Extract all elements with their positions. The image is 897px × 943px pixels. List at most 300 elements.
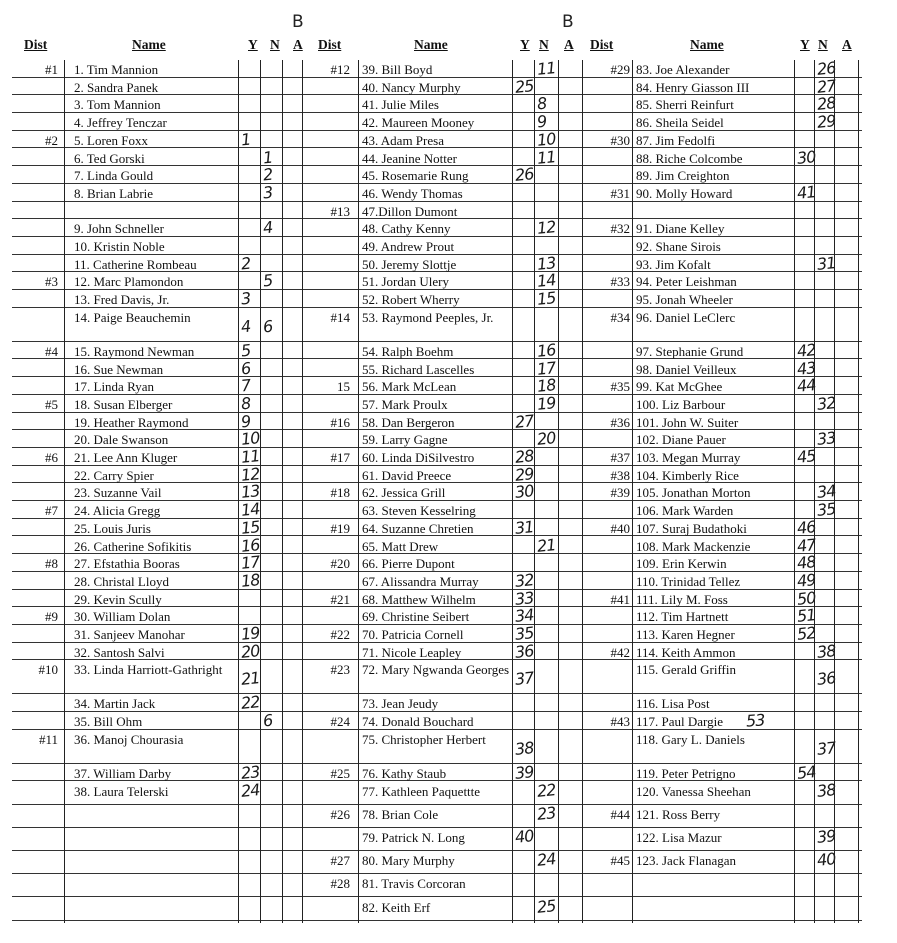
representative-name: 43. Adam Presa — [362, 132, 444, 148]
district-label: #23 — [330, 662, 350, 678]
yes-tally-mark: 54 — [796, 761, 817, 783]
table-row — [12, 75, 862, 97]
representative-name: 46. Wendy Thomas — [362, 185, 463, 201]
district-label: #2 — [45, 132, 58, 148]
representative-name: 27. Efstathia Booras — [74, 556, 180, 572]
no-tally-mark: 37 — [816, 737, 837, 759]
table-row — [12, 895, 862, 921]
table-row — [12, 166, 862, 184]
representative-name: 106. Mark Warden — [636, 503, 734, 519]
table-row — [12, 851, 862, 874]
table-row — [12, 448, 862, 466]
representative-name: 93. Jim Kofalt — [636, 256, 711, 272]
no-tally-mark: 40 — [816, 849, 837, 871]
yes-tally-mark: 34 — [514, 605, 535, 627]
representative-name: 94. Peter Leishman — [636, 274, 737, 290]
grid-line — [282, 60, 283, 923]
yes-tally-mark: 26 — [514, 164, 535, 186]
representative-name: 3. Tom Mannion — [74, 97, 161, 113]
grid-line — [814, 60, 815, 923]
yes-tally-mark: 12 — [240, 463, 261, 485]
representative-name: 73. Jean Jeudy — [362, 696, 439, 712]
district-label: #4 — [45, 343, 58, 359]
yes-header-3: Y — [800, 37, 810, 52]
table-row — [12, 516, 862, 538]
no-tally-mark: 5 — [262, 270, 274, 291]
table-row — [12, 339, 862, 361]
representative-name: 62. Jessica Grill — [362, 485, 446, 501]
representative-name: 85. Sherri Reinfurt — [636, 97, 734, 113]
district-label: #6 — [45, 450, 58, 465]
no-tally-mark: 6 — [262, 316, 274, 337]
yes-tally-mark: 28 — [514, 446, 535, 467]
table-row — [12, 712, 862, 730]
representative-name: 102. Diane Pauer — [636, 432, 726, 448]
table-row — [12, 534, 862, 556]
table-row — [12, 554, 862, 572]
yes-tally-mark: 24 — [240, 779, 261, 801]
representative-name: 89. Jim Creighton — [636, 168, 730, 184]
no-tally-mark: 24 — [536, 849, 557, 871]
representative-name: 10. Kristin Noble — [74, 239, 165, 254]
representative-name: 23. Suzanne Vail — [74, 485, 162, 501]
representative-name: 8. Brian Labrie — [74, 185, 154, 201]
representative-name: 48. Cathy Kenny — [362, 221, 451, 237]
table-row — [12, 181, 862, 203]
district-label: #3 — [45, 274, 58, 290]
table-row — [12, 730, 862, 764]
no-tally-mark: 23 — [536, 802, 557, 824]
representative-name: 97. Stephanie Grund — [636, 343, 744, 359]
no-tally-mark: 14 — [536, 270, 557, 292]
representative-name: 9. John Schneller — [74, 221, 164, 237]
representative-name: 67. Alissandra Murray — [362, 573, 479, 589]
yes-header-2: Y — [520, 37, 530, 52]
yes-tally-mark: 22 — [240, 692, 261, 714]
yes-tally-mark: 25 — [514, 75, 535, 97]
no-tally-mark: 4 — [262, 217, 274, 238]
representative-name: 118. Gary L. Daniels — [636, 731, 745, 747]
absent-header-3: A — [842, 37, 852, 52]
no-tally-mark: 29 — [816, 111, 837, 133]
representative-name: 25. Louis Juris — [74, 520, 151, 536]
yes-tally-mark: 29 — [514, 463, 535, 485]
representative-name: 86. Sheila Seidel — [636, 115, 724, 131]
yes-tally-mark: 50 — [796, 587, 817, 609]
grid-line — [534, 60, 535, 923]
yes-tally-mark: 47 — [796, 534, 817, 556]
district-label: #39 — [610, 485, 630, 501]
district-label: #34 — [610, 309, 630, 325]
yes-tally-mark: 38 — [514, 737, 535, 759]
yes-tally-mark: 43 — [796, 357, 817, 379]
yes-tally-mark: 27 — [514, 410, 535, 432]
representative-name: 35. Bill Ohm — [74, 714, 143, 730]
district-label: #9 — [45, 609, 58, 625]
no-tally-mark: 35 — [816, 499, 837, 521]
representative-name: 22. Carry Spier — [74, 467, 154, 483]
table-row — [12, 392, 862, 414]
representative-name: 39. Bill Boyd — [362, 62, 433, 77]
representative-name: 121. Ross Berry — [636, 806, 721, 822]
representative-name: 74. Donald Bouchard — [362, 714, 474, 730]
yes-tally-mark: 17 — [240, 552, 261, 574]
representative-name: 70. Patricia Cornell — [362, 627, 464, 642]
district-label: #27 — [330, 853, 350, 869]
yes-tally-mark: 42 — [796, 339, 817, 361]
table-row — [12, 802, 862, 828]
name-header-2: Name — [414, 37, 448, 52]
no-tally-mark: 6 — [262, 710, 274, 731]
grid-line — [260, 60, 261, 923]
yes-tally-mark: 1 — [240, 129, 252, 150]
yes-tally-mark: 49 — [796, 569, 817, 591]
no-tally-mark: 34 — [816, 481, 837, 503]
no-tally-mark: 38 — [816, 640, 837, 662]
representative-name: 49. Andrew Prout — [362, 239, 455, 254]
district-label: #41 — [610, 591, 630, 607]
yes-tally-mark: 3 — [240, 288, 252, 309]
representative-name: 19. Heather Raymond — [74, 414, 189, 430]
representative-name: 37. William Darby — [74, 765, 172, 781]
grid-line — [64, 60, 65, 923]
district-label: #35 — [610, 379, 630, 395]
grid-line — [302, 60, 303, 923]
dist-header-1: Dist — [24, 37, 48, 52]
district-label: #28 — [330, 876, 350, 892]
grid-line — [858, 60, 859, 923]
table-row — [12, 290, 862, 308]
table-row — [12, 694, 862, 712]
no-tally-mark: 11 — [536, 146, 557, 168]
representative-name: 53. Raymond Peeples, Jr. — [362, 309, 494, 325]
no-tally-mark: 25 — [536, 895, 557, 917]
absent-header-1: A — [293, 37, 303, 52]
no-tally-mark: 31 — [816, 252, 837, 274]
district-label: #20 — [330, 556, 350, 572]
dist-header-2: Dist — [318, 37, 342, 52]
yes-tally-mark: 9 — [240, 411, 252, 432]
representative-name: 75. Christopher Herbert — [362, 731, 486, 747]
no-tally-mark: 27 — [816, 75, 837, 97]
district-label: #24 — [330, 714, 350, 730]
grid-line — [558, 60, 559, 923]
table-row — [12, 874, 862, 897]
representative-name: 13. Fred Davis, Jr. — [74, 292, 170, 308]
yes-tally-mark: 51 — [796, 605, 817, 627]
representative-name: 26. Catherine Sofikitis — [74, 538, 192, 554]
grid-line — [632, 60, 633, 923]
representative-name: 51. Jordan Ulery — [362, 274, 450, 290]
no-tally-mark: 18 — [536, 375, 557, 397]
representative-name: 81. Travis Corcoran — [362, 876, 466, 892]
yes-tally-mark: 35 — [514, 623, 535, 644]
table-row — [12, 60, 862, 78]
representative-name: 115. Gerald Griffin — [636, 662, 737, 678]
no-tally-mark: 39 — [816, 825, 837, 847]
table-row — [12, 587, 862, 609]
district-label: #40 — [610, 520, 630, 536]
no-tally-mark: 36 — [816, 668, 837, 690]
yes-tally-mark: 8 — [240, 393, 252, 414]
representative-name: 111. Lily M. Foss — [636, 591, 728, 607]
no-tally-mark: 38 — [816, 779, 837, 801]
representative-name: 110. Trinidad Tellez — [636, 573, 741, 589]
representative-name: 60. Linda DiSilvestro — [362, 450, 475, 465]
table-row — [12, 113, 862, 131]
yes-tally-mark: 37 — [514, 668, 535, 690]
representative-name: 12. Marc Plamondon — [74, 274, 184, 290]
representative-name: 31. Sanjeev Manohar — [74, 627, 185, 642]
yes-tally-mark: 18 — [240, 569, 261, 591]
no-tally-mark: 22 — [536, 779, 557, 801]
representative-name: 123. Jack Flanagan — [636, 853, 737, 869]
yes-tally-mark: 7 — [240, 375, 252, 396]
table-row — [12, 377, 862, 395]
handwritten-b-mark-1: B — [292, 12, 304, 32]
yes-tally-mark: 6 — [240, 358, 252, 378]
representative-name: 78. Brian Cole — [362, 806, 439, 822]
representative-name: 52. Robert Wherry — [362, 292, 460, 308]
representative-name: 34. Martin Jack — [74, 696, 156, 712]
no-tally-mark: 1 — [262, 147, 274, 167]
table-row — [12, 128, 862, 150]
district-label: #36 — [610, 414, 630, 430]
no-tally-mark: 3 — [262, 182, 274, 203]
representative-name: 105. Jonathan Morton — [636, 485, 751, 501]
name-header-3: Name — [690, 37, 724, 52]
representative-name: 92. Shane Sirois — [636, 239, 721, 254]
representative-name: 44. Jeanine Notter — [362, 150, 457, 166]
no-tally-mark: 8 — [536, 93, 548, 114]
representative-name: 33. Linda Harriott-Gathright — [74, 662, 223, 678]
district-label: #45 — [610, 853, 630, 869]
district-label: #33 — [610, 274, 630, 290]
yes-tally-mark: 11 — [240, 446, 261, 467]
representative-name: 76. Kathy Staub — [362, 765, 447, 781]
table-row — [12, 640, 862, 662]
representative-name: 7. Linda Gould — [74, 168, 154, 184]
representative-name: 109. Erin Kerwin — [636, 556, 727, 572]
representative-name: 103. Megan Murray — [636, 450, 741, 465]
table-row — [12, 660, 862, 694]
no-header-3: N — [818, 37, 828, 52]
representative-name: 68. Matthew Wilhelm — [362, 591, 476, 607]
table-row — [12, 463, 862, 485]
representative-name: 61. David Preece — [362, 467, 452, 483]
representative-name: 45. Rosemarie Rung — [362, 168, 469, 184]
yes-tally-mark: 30 — [514, 481, 535, 503]
representative-name: 32. Santosh Salvi — [74, 644, 165, 660]
representative-name: 98. Daniel Veilleux — [636, 361, 737, 377]
representative-name: 17. Linda Ryan — [74, 379, 154, 395]
district-label: #22 — [330, 627, 350, 642]
table-row — [12, 569, 862, 591]
yes-tally-mark: 5 — [240, 340, 252, 361]
district-label: #37 — [610, 450, 630, 465]
yes-tally-mark: 20 — [240, 640, 261, 662]
district-label: #30 — [610, 132, 630, 148]
representative-name: 90. Molly Howard — [636, 185, 733, 201]
no-tally-mark: 10 — [536, 128, 557, 150]
table-row — [12, 95, 862, 113]
no-tally-mark: 26 — [816, 58, 837, 79]
grid-line — [834, 60, 835, 923]
representative-name: 66. Pierre Dupont — [362, 556, 455, 572]
district-label: #26 — [330, 806, 350, 822]
district-label: #19 — [330, 520, 350, 536]
representative-name: 11. Catherine Rombeau — [74, 256, 197, 272]
district-label: #25 — [330, 765, 350, 781]
table-row — [12, 272, 862, 290]
representative-name: 80. Mary Murphy — [362, 853, 455, 869]
district-label: #8 — [45, 556, 58, 572]
yes-tally-mark: 31 — [514, 516, 535, 538]
no-tally-mark: 15 — [536, 288, 557, 310]
table-row — [12, 357, 862, 379]
representative-name: 28. Christal Lloyd — [74, 573, 169, 589]
representative-name: 20. Dale Swanson — [74, 432, 169, 448]
representative-name: 99. Kat McGhee — [636, 379, 723, 395]
table-row — [12, 308, 862, 342]
no-tally-mark: 28 — [816, 93, 837, 115]
yes-tally-mark: 45 — [796, 446, 817, 467]
representative-name: 24. Alicia Gregg — [74, 503, 161, 519]
table-row — [12, 237, 862, 255]
district-label: #11 — [38, 731, 58, 747]
representative-name: 84. Henry Giasson III — [636, 79, 750, 95]
no-tally-mark: 32 — [816, 392, 837, 414]
representative-name: 38. Laura Telerski — [74, 783, 169, 799]
no-tally-mark: 2 — [262, 164, 274, 185]
representative-name: 71. Nicole Leapley — [362, 644, 462, 660]
district-label: #38 — [610, 467, 630, 483]
representative-name: 122. Lisa Mazur — [636, 829, 722, 845]
yes-tally-mark: 14 — [240, 499, 261, 521]
representative-name: 58. Dan Bergeron — [362, 414, 455, 430]
yes-tally-mark: 19 — [240, 623, 261, 644]
representative-name: 107. Suraj Budathoki — [636, 520, 747, 536]
representative-name: 29. Kevin Scully — [74, 591, 162, 607]
representative-name: 47.Dillon Dumont — [362, 203, 458, 219]
representative-name: 72. Mary Ngwanda Georges — [362, 662, 510, 678]
no-header-2: N — [539, 37, 549, 52]
yes-tally-mark: 36 — [514, 640, 535, 662]
table-row — [12, 252, 862, 274]
district-label: #42 — [610, 644, 630, 660]
yes-tally-mark: 30 — [796, 146, 817, 168]
no-tally-mark: 17 — [536, 357, 557, 379]
district-label: #13 — [330, 203, 350, 219]
no-tally-mark: 21 — [536, 534, 557, 556]
representative-name: 88. Riche Colcombe — [636, 150, 743, 166]
yes-tally-mark: 48 — [796, 552, 817, 574]
table-row — [12, 761, 862, 783]
representative-name: 87. Jim Fedolfi — [636, 132, 716, 148]
district-label: #21 — [330, 591, 350, 607]
district-label: #16 — [330, 414, 350, 430]
representative-name: 114. Keith Ammon — [636, 644, 736, 660]
representative-name: 79. Patrick N. Long — [362, 829, 465, 845]
representative-name: 113. Karen Hegner — [636, 627, 735, 642]
name-header-1: Name — [132, 37, 166, 52]
representative-name: 77. Kathleen Paquettte — [362, 783, 481, 799]
representative-name: 57. Mark Proulx — [362, 396, 448, 412]
yes-tally-mark: 44 — [796, 375, 817, 397]
grid-line — [358, 60, 359, 923]
representative-name: 91. Diane Kelley — [636, 221, 725, 237]
grid-line — [238, 60, 239, 923]
table-row — [12, 430, 862, 448]
representative-name: 36. Manoj Chourasia — [74, 731, 184, 747]
district-label: #44 — [610, 806, 630, 822]
district-label: 15 — [337, 379, 350, 395]
yes-tally-mark: 33 — [514, 587, 535, 609]
table-row — [12, 779, 862, 805]
no-tally-mark: 9 — [536, 111, 548, 132]
table-row — [12, 607, 862, 625]
table-row — [12, 483, 862, 501]
representative-name: 40. Nancy Murphy — [362, 79, 461, 95]
table-row — [12, 410, 862, 432]
representative-name: 6. Ted Gorski — [74, 150, 145, 166]
representative-name: 18. Susan Elberger — [74, 396, 173, 412]
column-header — [12, 4, 862, 56]
representative-name: 4. Jeffrey Tenczar — [74, 115, 167, 131]
absent-header-2: A — [564, 37, 574, 52]
yes-tally-mark: 16 — [240, 534, 261, 556]
representative-name: 108. Mark Mackenzie — [636, 538, 751, 554]
representative-name: 101. John W. Suiter — [636, 414, 739, 430]
district-label: #14 — [330, 309, 350, 325]
no-tally-mark: 33 — [816, 428, 837, 450]
district-label: #1 — [45, 62, 58, 77]
representative-name: 112. Tim Hartnett — [636, 609, 729, 625]
representative-name: 100. Liz Barbour — [636, 396, 726, 412]
margin-tally-mark: 53 — [745, 710, 765, 731]
table-row — [12, 625, 862, 643]
table-row — [12, 825, 862, 851]
table-row — [12, 202, 862, 220]
roll-call-sheet — [12, 4, 862, 921]
representative-name: 117. Paul Dargie — [636, 714, 724, 730]
dist-header-3: Dist — [590, 37, 614, 52]
table-row — [12, 501, 862, 519]
no-tally-mark: 16 — [536, 339, 557, 361]
representative-name: 54. Ralph Boehm — [362, 343, 454, 359]
district-label: #17 — [330, 450, 350, 465]
handwritten-b-mark-2: B — [562, 12, 574, 32]
district-label: #43 — [610, 714, 630, 730]
representative-name: 42. Maureen Mooney — [362, 115, 475, 131]
representative-name: 15. Raymond Newman — [74, 343, 195, 359]
table-row — [12, 146, 862, 168]
table-row — [12, 219, 862, 237]
no-tally-mark: 13 — [536, 252, 557, 274]
no-tally-mark: 19 — [536, 392, 557, 414]
yes-tally-mark: 4 — [240, 316, 252, 337]
representative-name: 82. Keith Erf — [362, 899, 431, 915]
yes-tally-mark: 23 — [240, 761, 261, 783]
representative-name: 95. Jonah Wheeler — [636, 292, 733, 308]
representative-name: 65. Matt Drew — [362, 538, 439, 554]
no-tally-mark: 11 — [536, 58, 557, 79]
yes-tally-mark: 15 — [240, 516, 261, 538]
representative-name: 116. Lisa Post — [636, 696, 710, 712]
district-label: #7 — [45, 503, 58, 519]
yes-tally-mark: 21 — [240, 668, 261, 690]
representative-name: 14. Paige Beauchemin — [74, 309, 191, 325]
